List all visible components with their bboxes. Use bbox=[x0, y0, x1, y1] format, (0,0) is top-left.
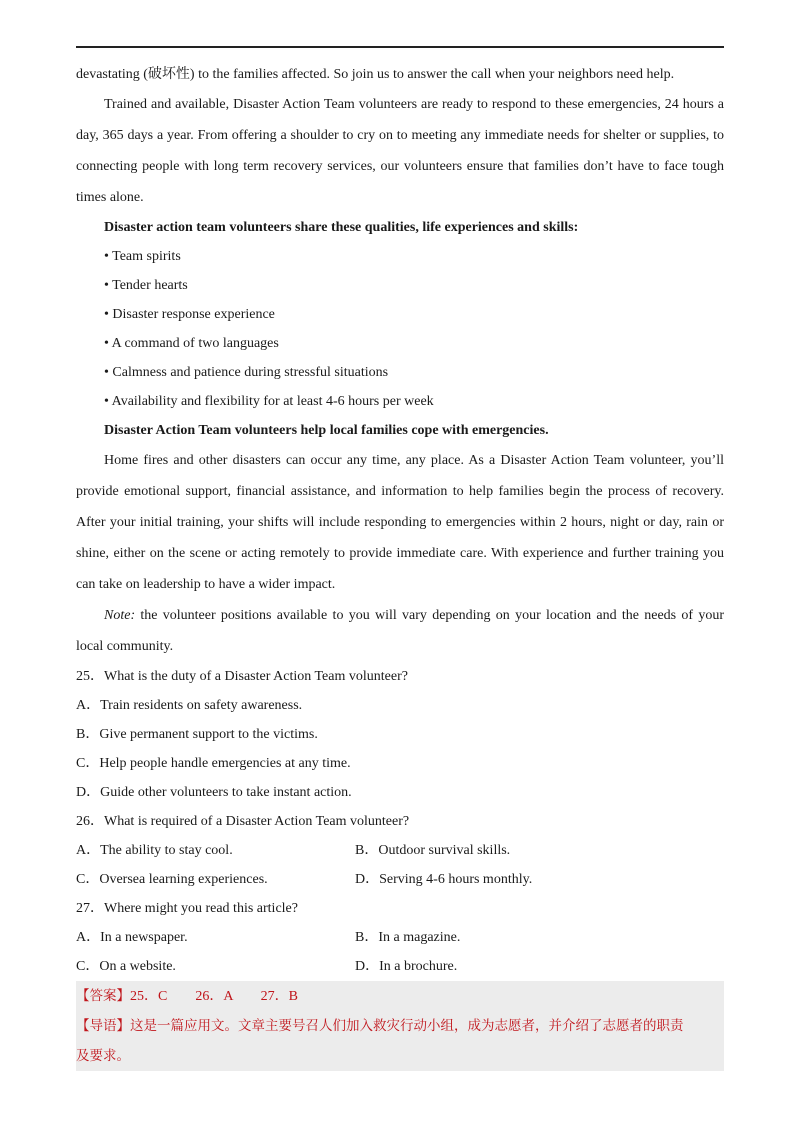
option-row bbox=[76, 865, 724, 894]
guide-line bbox=[76, 1011, 724, 1041]
option-row bbox=[76, 923, 724, 952]
guide-text: 这是一篇应用文。文章主要号召人们加入救灾行动小组，成为志愿者，并介绍了志愿者的职责 bbox=[130, 1018, 684, 1034]
paragraph-line: day, 365 days a year. From offering a shoulder to cry on to meeting any immediate needs for shelter or supplies, to bbox=[76, 128, 724, 143]
intro-line: devastating (破坏性) to the families affected. So join us to answer the call when your neighbors need help. bbox=[76, 67, 675, 82]
question-text: 25．What is the duty of a Disaster Action Team volunteer? bbox=[76, 669, 408, 684]
list-item: • Availability and flexibility for at least 4-6 hours per week bbox=[104, 394, 434, 409]
paragraph-line: Trained and available, Disaster Action Team volunteers are ready to respond to these emergencies, 24 hours a bbox=[104, 97, 724, 112]
note-text: the volunteer positions available to you will vary depending on your location and the needs of your bbox=[135, 608, 724, 623]
paragraph-line: provide emotional support, financial assistance, and information to help families begin the process of recovery. bbox=[76, 484, 724, 499]
note-line bbox=[76, 600, 724, 631]
question-27 bbox=[76, 894, 724, 981]
paragraph-line: After your initial training, your shifts will include responding to emergencies within 2 hours, night or day, rain or bbox=[76, 515, 724, 530]
list-item: • Tender hearts bbox=[104, 278, 188, 293]
option: B．Give permanent support to the victims. bbox=[76, 727, 318, 742]
question-text: 26．What is required of a Disaster Action Team volunteer? bbox=[76, 814, 410, 829]
question-26 bbox=[76, 807, 724, 894]
paragraph-line: shine, either on the scene or acting remotely to provide immediate care. With experience and further training you bbox=[76, 546, 724, 561]
guide-tail: 及要求。 bbox=[76, 1048, 130, 1064]
option: C．Oversea learning experiences. bbox=[76, 872, 268, 887]
list-item: • A command of two languages bbox=[104, 336, 279, 351]
option: A．The ability to stay cool. bbox=[76, 843, 233, 858]
paragraph-line: can take on leadership to have a wider impact. bbox=[76, 577, 336, 592]
note-tail: local community. bbox=[76, 639, 174, 654]
option: C．Help people handle emergencies at any time. bbox=[76, 756, 351, 771]
header-rule bbox=[76, 46, 724, 48]
list-item: • Team spirits bbox=[104, 249, 181, 264]
option: C．On a website. bbox=[76, 959, 176, 974]
list-item: • Calmness and patience during stressful situations bbox=[104, 365, 389, 380]
option-row bbox=[76, 952, 724, 981]
question-25 bbox=[76, 662, 724, 807]
paragraph-2 bbox=[76, 445, 724, 600]
list-item: • Disaster response experience bbox=[104, 307, 275, 322]
option: D．Serving 4-6 hours monthly. bbox=[355, 872, 533, 887]
document-page bbox=[76, 60, 724, 1071]
option: B．Outdoor survival skills. bbox=[355, 843, 511, 858]
section-heading: Disaster Action Team volunteers help local families cope with emergencies. bbox=[104, 423, 549, 438]
option: A．Train residents on safety awareness. bbox=[76, 698, 303, 713]
section-heading: Disaster action team volunteers share these qualities, life experiences and skills: bbox=[104, 220, 579, 235]
answer-text: 25．C 26．A 27．B bbox=[130, 989, 299, 1004]
paragraph-line: connecting people with long term recovery services, our volunteers ensure that families don’t have to face tough bbox=[76, 159, 724, 174]
answer-line bbox=[76, 981, 724, 1011]
option-row bbox=[76, 836, 724, 865]
qualities-list bbox=[76, 242, 724, 416]
note-label: Note: bbox=[104, 608, 136, 623]
paragraph-line: times alone. bbox=[76, 190, 144, 205]
guide-label: 【导语】 bbox=[76, 1018, 130, 1034]
option: D．In a brochure. bbox=[355, 959, 458, 974]
answer-label: 【答案】 bbox=[76, 988, 130, 1004]
option: A．In a newspaper. bbox=[76, 930, 188, 945]
option: D．Guide other volunteers to take instant action. bbox=[76, 785, 352, 800]
paragraph-1 bbox=[76, 89, 724, 213]
paragraph-line: Home fires and other disasters can occur any time, any place. As a Disaster Action Team volunteer, you’ll bbox=[104, 453, 724, 468]
question-text: 27．Where might you read this article? bbox=[76, 901, 298, 916]
option: B．In a magazine. bbox=[355, 930, 461, 945]
answer-box bbox=[76, 981, 724, 1071]
